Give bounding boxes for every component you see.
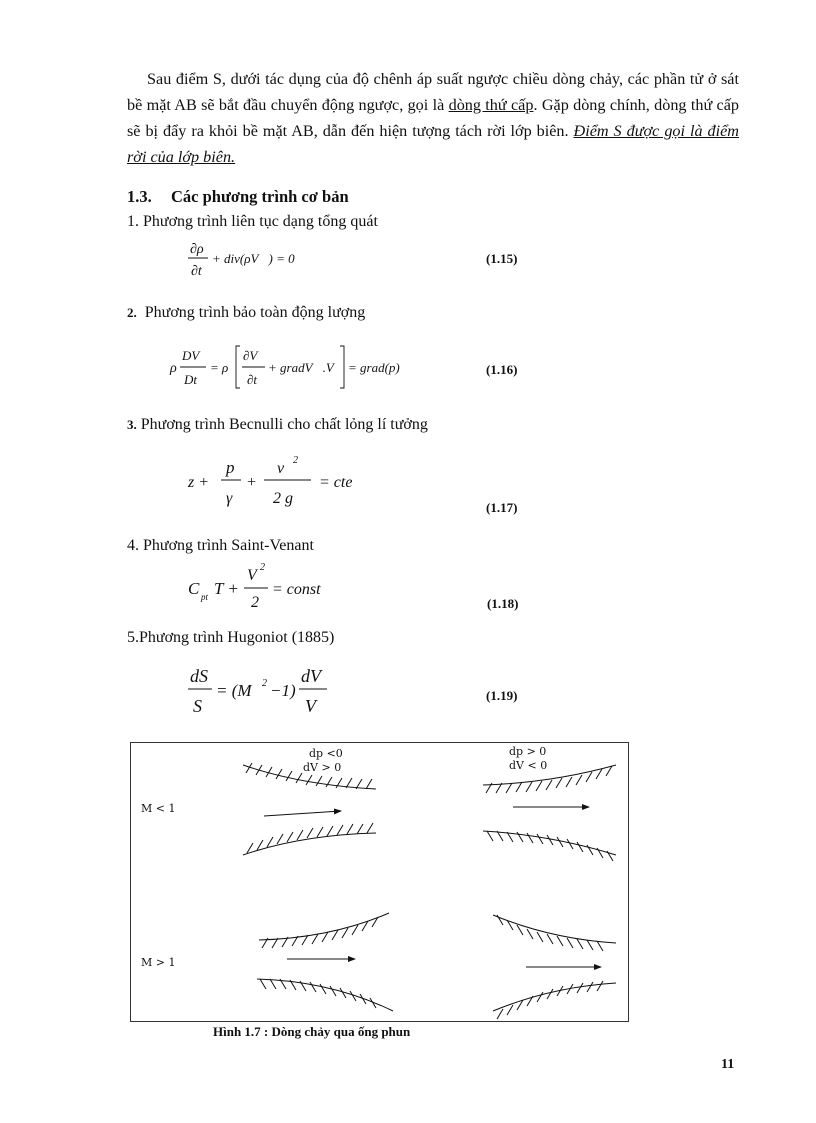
label-m-greater-1: M > 1 bbox=[141, 956, 176, 969]
eq116-rho: ρ bbox=[170, 361, 177, 376]
wall-top-right-upper bbox=[483, 765, 616, 793]
wall-top-left-lower bbox=[243, 823, 376, 855]
eq116-den2: ∂t bbox=[247, 372, 258, 387]
eq115-rest: + div(ρV⃗) = 0 bbox=[212, 251, 295, 266]
equation-1-17 bbox=[188, 455, 408, 520]
item-3-text: Phương trình Becnulli cho chất lỏng lí tưởng bbox=[140, 416, 428, 433]
eq115-numerator: ∂ρ bbox=[190, 242, 204, 257]
label-dp-less: dp <0 bbox=[309, 747, 343, 760]
eq117-z: z + bbox=[188, 474, 210, 491]
eq118-t: T + bbox=[214, 579, 239, 598]
wall-bottom-right-upper bbox=[493, 915, 616, 951]
wall-bottom-right-lower bbox=[493, 981, 616, 1019]
wall-bottom-left-upper bbox=[259, 913, 389, 948]
eq117-v: v bbox=[277, 460, 285, 477]
item-3-number: 3. bbox=[127, 417, 137, 432]
eq119-exp: 2 bbox=[262, 678, 267, 689]
item-5 bbox=[127, 629, 334, 647]
page-number: 11 bbox=[721, 1057, 735, 1072]
eq118-den: 2 bbox=[251, 594, 259, 611]
eq-number-1-18: (1.18) bbox=[487, 596, 519, 611]
eq119-num2: dV bbox=[301, 666, 321, 686]
item-1-text: Phương trình liên tục dạng tổng quát bbox=[143, 213, 378, 230]
eq115-denominator: ∂t bbox=[191, 264, 202, 279]
eq-number-1-19: (1.19) bbox=[486, 688, 518, 703]
eq119-mid2: −1) bbox=[270, 681, 296, 700]
intro-paragraph bbox=[127, 66, 739, 170]
equation-1-15 bbox=[188, 238, 388, 287]
label-dv-less: dV < 0 bbox=[509, 759, 548, 772]
figure-caption: Hình 1.7 : Dòng chảy qua ống phun bbox=[213, 1024, 411, 1039]
label-dv-greater: dV > 0 bbox=[303, 761, 342, 774]
item-2-text: Phương trình bảo toàn động lượng bbox=[144, 304, 366, 321]
item-3 bbox=[127, 416, 428, 434]
eq117-gamma: γ bbox=[226, 490, 233, 507]
eq116-den1: Dt bbox=[184, 372, 197, 387]
wall-top-right-lower bbox=[483, 831, 616, 861]
item-2 bbox=[127, 304, 365, 322]
section-heading bbox=[127, 187, 349, 207]
eq116-num1: DV⃗ bbox=[182, 348, 210, 363]
eq116-num2: ∂V⃗ bbox=[243, 348, 268, 363]
eq118-num: V bbox=[247, 567, 257, 584]
eq119-num1: dS bbox=[190, 666, 208, 686]
arrow-top-left bbox=[264, 811, 341, 816]
equation-1-19 bbox=[188, 662, 388, 725]
item-4 bbox=[127, 537, 314, 555]
eq117-plus: + bbox=[246, 474, 257, 491]
eq119-den2: V bbox=[305, 696, 316, 716]
eq118-c: C bbox=[188, 579, 200, 598]
term-secondary-flow: dòng thứ cấp bbox=[448, 96, 534, 114]
nozzle-figure bbox=[130, 742, 629, 1022]
item-4-text: Phương trình Saint-Venant bbox=[143, 537, 314, 554]
item-1-number: 1. bbox=[127, 213, 139, 230]
eq116-inner: + gradV⃗.V⃗ bbox=[268, 360, 344, 375]
equation-1-16 bbox=[170, 340, 430, 395]
item-5-text: Phương trình Hugoniot (1885) bbox=[139, 629, 335, 646]
eq118-exp: 2 bbox=[260, 562, 265, 573]
label-m-less-1: M < 1 bbox=[141, 802, 176, 815]
item-4-number: 4. bbox=[127, 537, 139, 554]
eq116-rhs: = grad(p) bbox=[348, 360, 400, 375]
emphasis-separation-point: Điểm S được gọi là điểm rời của lớp biên. bbox=[127, 122, 739, 166]
section-number: 1.3. bbox=[127, 187, 152, 206]
label-dp-greater: dp > 0 bbox=[509, 745, 547, 758]
equation-1-18 bbox=[188, 560, 388, 619]
eq117-rhs: = cte bbox=[319, 474, 353, 491]
intro-text-2: . Gặp dòng chính, dòng thứ cấp sẽ bị đẩy ra khỏi bề mặt AB, dẫn đến hiện tượng tách rời lớp biên. bbox=[127, 96, 740, 140]
wall-bottom-left-lower bbox=[257, 979, 393, 1011]
eq117-2g: 2 g bbox=[273, 490, 293, 507]
eq119-mid: = (M bbox=[216, 681, 252, 700]
section-title: Các phương trình cơ bản bbox=[171, 187, 349, 206]
item-1 bbox=[127, 213, 378, 231]
eq116-mid: = ρ bbox=[210, 360, 229, 375]
eq118-sub: pt bbox=[201, 592, 209, 602]
eq118-rhs: = const bbox=[272, 581, 321, 598]
intro-text-1: Sau điểm S, dưới tác dụng của độ chênh áp suất ngược chiều dòng chảy, các phần tử ở sát bề mặt AB sẽ bắt đầu chuyển động ngược, gọi là bbox=[127, 70, 739, 114]
eq-number-1-15: (1.15) bbox=[486, 251, 518, 266]
eq-number-1-17: (1.17) bbox=[486, 500, 518, 515]
eq119-den1: S bbox=[193, 696, 202, 716]
item-2-number: 2. bbox=[127, 305, 137, 320]
item-5-number: 5. bbox=[127, 629, 139, 646]
eq117-p: p bbox=[226, 458, 235, 477]
eq117-exp: 2 bbox=[293, 455, 298, 466]
eq-number-1-16: (1.16) bbox=[486, 362, 518, 377]
